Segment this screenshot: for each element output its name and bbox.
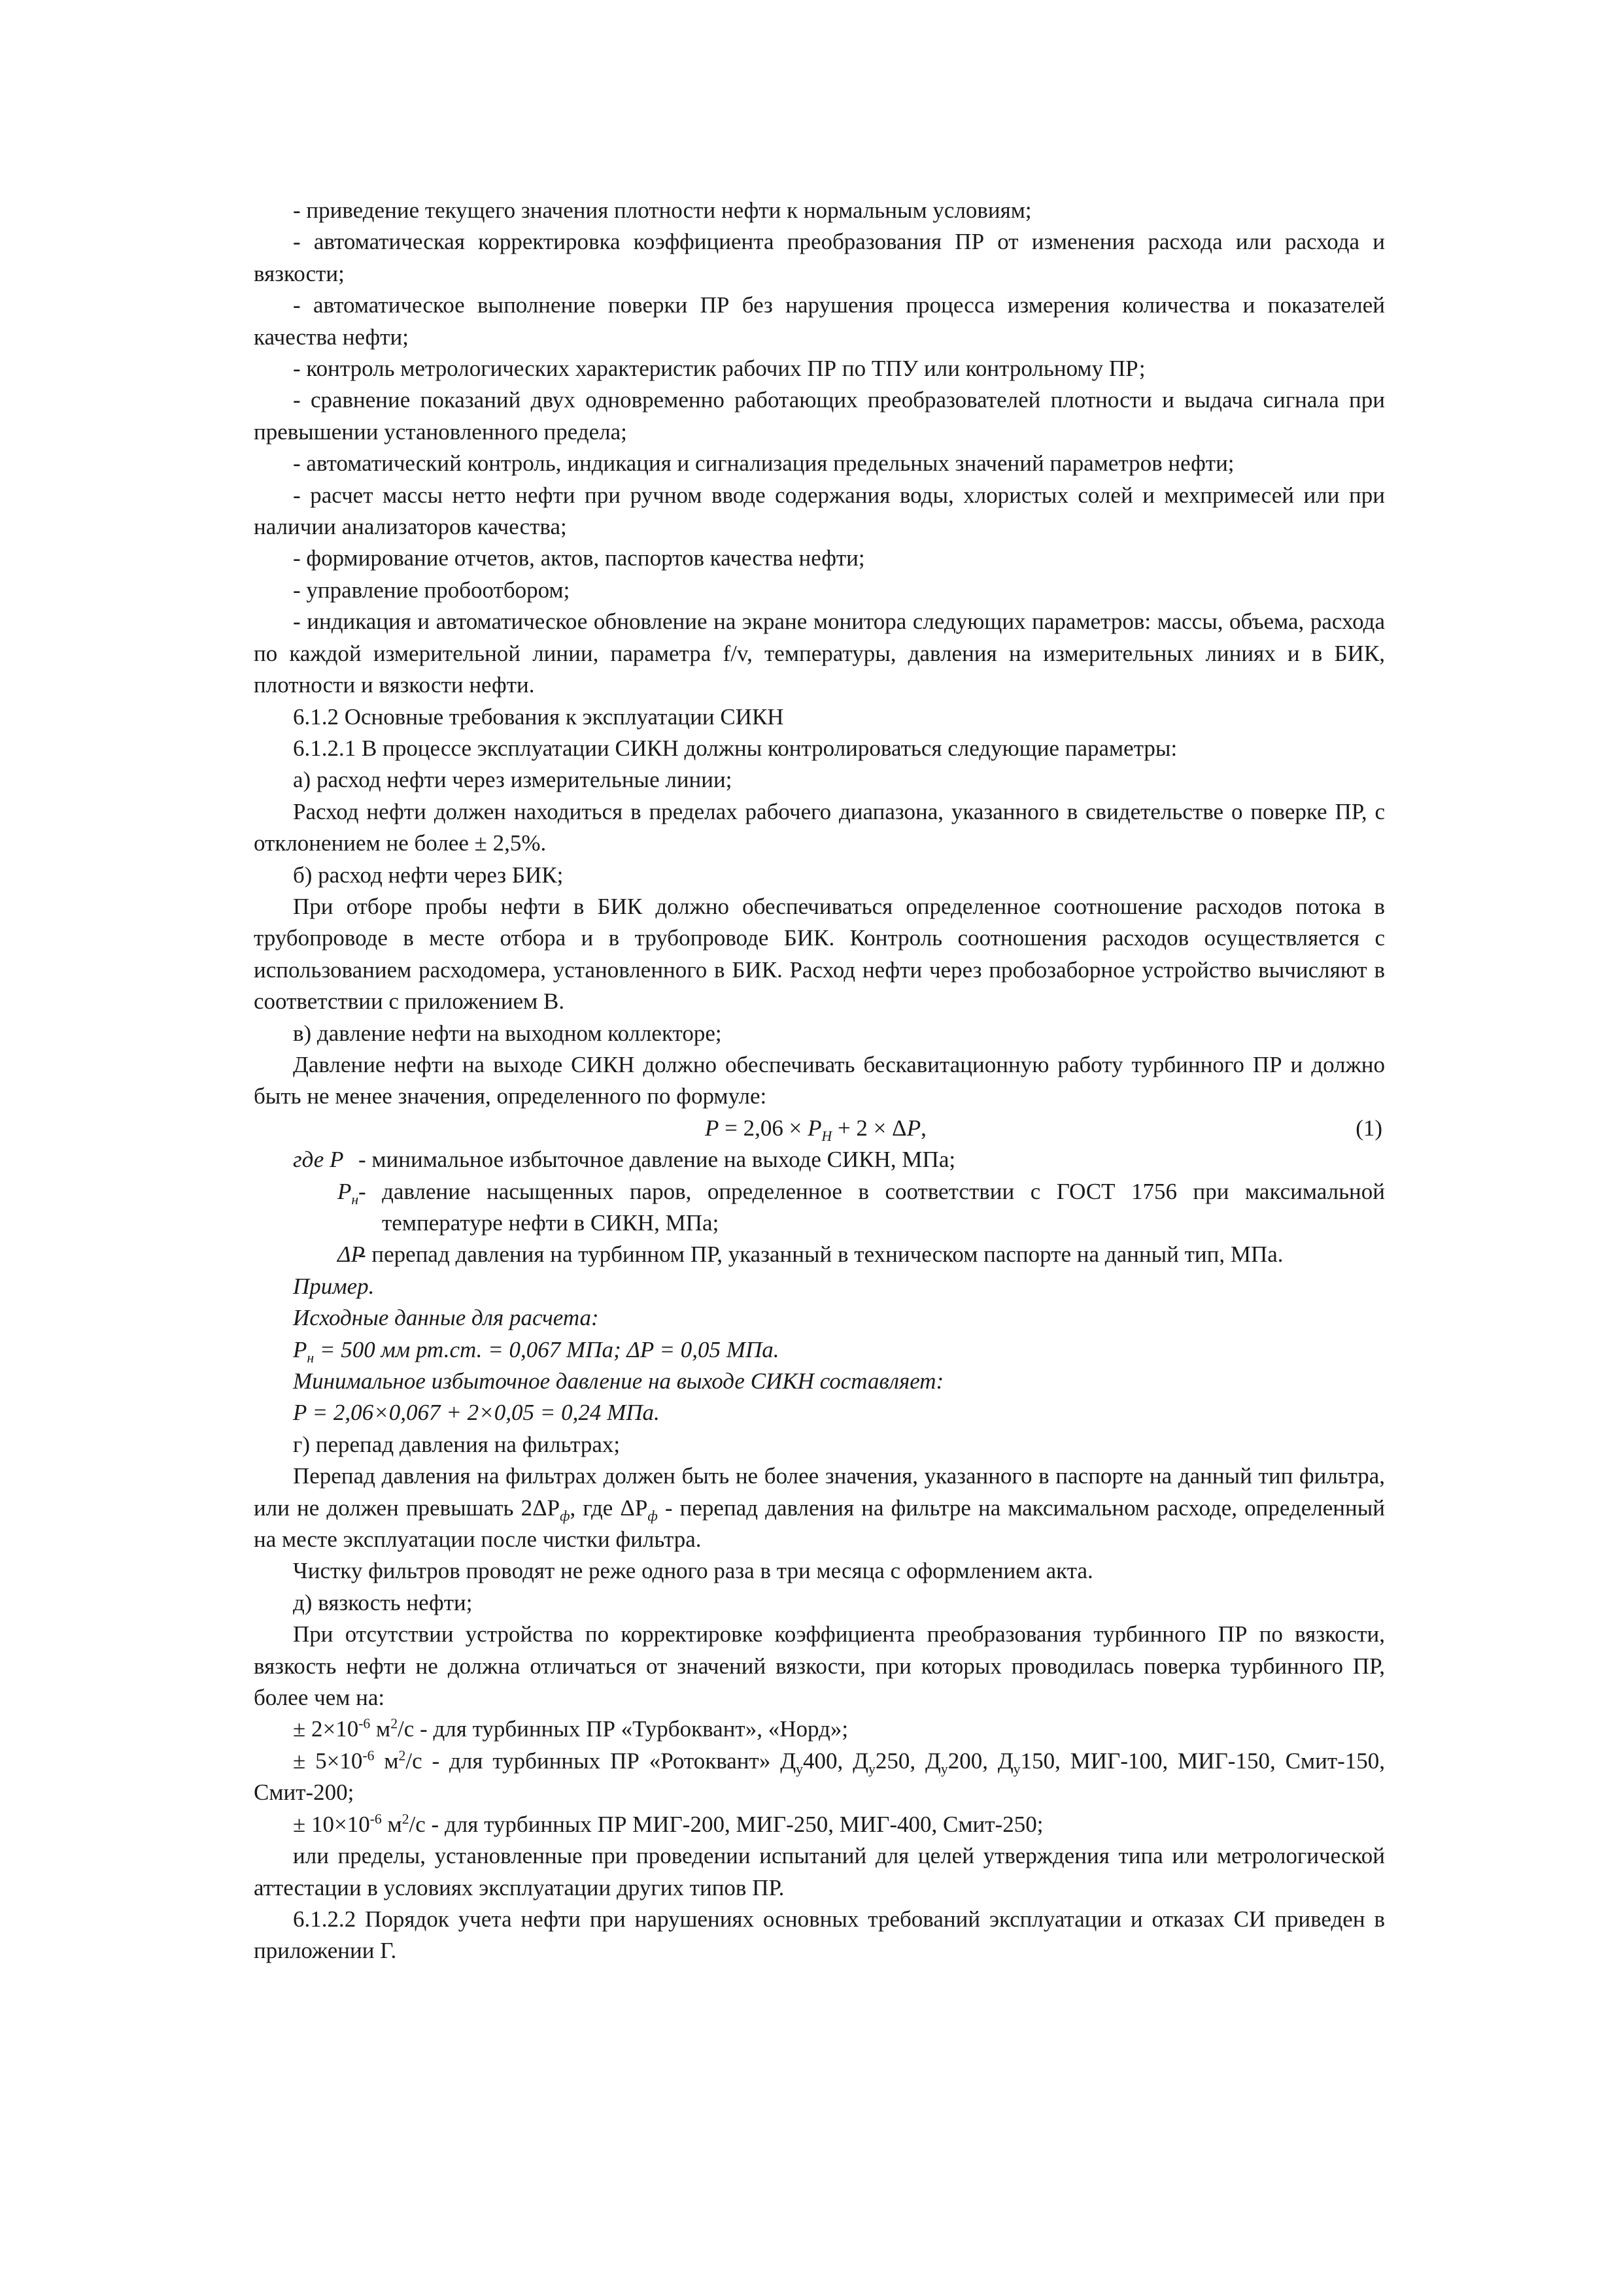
- list-item: - автоматическое выполнение поверки ПР без нарушения процесса измерения количества и показателей качества нефти;: [254, 292, 1385, 350]
- formula-expression: $P = 2,06 \times P_Н + 2 \times \Delta P$,: [705, 1115, 927, 1144]
- legend-text: - минимальное избыточное давление на выходе СИКН, МПа;: [358, 1147, 956, 1173]
- item-b-heading: б) расход нефти через БИК;: [293, 862, 564, 888]
- formula-legend: [254, 1144, 1385, 1271]
- legend-symbol: ΔP: [337, 1241, 365, 1268]
- item-a-text: Расход нефти должен находиться в пределах рабочего диапазона, указанного в свидетельстве о поверке ПР, с отклонением не более ± 2,5%.: [254, 798, 1385, 856]
- item-g-note: Чистку фильтров проводят не реже одного раза в три месяца с оформлением акта.: [293, 1558, 1093, 1584]
- example-title: Пример.: [293, 1273, 375, 1299]
- example-input-line: $P_н = 500$ мм рт.ст. = 0,067 МПа; ΔP = 0,05 МПа.: [293, 1336, 779, 1366]
- formula-number: (1): [1356, 1115, 1382, 1141]
- item-g-text: Перепад давления на фильтрах должен быть не более значения, указанного в паспорте на данный тип фильтра, или не должен превышать $2\Delta P_ф$, где $\Delta P_ф$ - перепад давления на фильтре на максимальном расходе, определенный на месте эксплуатации после чистки фильтра.: [254, 1463, 1386, 1553]
- legend-symbol: где P: [293, 1147, 344, 1173]
- list-item: - индикация и автоматическое обновление на экране монитора следующих параметров: массы, объема, расхода по каждой измерительной линии, параметра f/v, температуры, давления на измерительных линиях и в БИК, плотности и вязкости нефти.: [254, 609, 1385, 698]
- section-heading-6-1-2-1: 6.1.2.1 В процессе эксплуатации СИКН должны контролироваться следующие параметры:: [293, 735, 1178, 761]
- legend-text: - давление насыщенных паров, определенное в соответствии с ГОСТ 1756 при максимальной температуре нефти в СИКН, МПа;: [358, 1178, 1385, 1236]
- viscosity-alternative: или пределы, установленные при проведении испытаний для целей утверждения типа или метрологической аттестации в условиях эксплуатации других типов ПР.: [254, 1843, 1385, 1900]
- item-v-text: Давление нефти на выходе СИКН должно обеспечивать бескавитационную работу турбинного ПР и должно быть не менее значения, определенного по формуле:: [254, 1051, 1385, 1109]
- example-calculation: P = 2,06×0,067 + 2×0,05 = 0,24 МПа.: [293, 1400, 660, 1426]
- example-input-heading: Исходные данные для расчета:: [293, 1305, 599, 1331]
- section-heading-6-1-2: 6.1.2 Основные требования к эксплуатации СИКН: [293, 703, 784, 730]
- viscosity-limit-1: ± $2\times 10^{-6}$ $м^2/с$ - для турбинных ПР «Турбоквант», «Норд»;: [293, 1715, 849, 1742]
- example-result-heading: Минимальное избыточное давление на выходе СИКН составляет:: [293, 1368, 944, 1394]
- formula-1: [254, 1113, 1385, 1144]
- viscosity-limit-2: ± $5\times 10^{-6}$ $м^2/с$ - для турбинных ПР «Ротоквант» $Д_у400$, $Д_у250$, $Д_у200$, $Д_у150$, МИГ-100, МИГ-150, Смит-150, Смит-200;: [254, 1747, 1386, 1806]
- legend-symbol: $P_н$: [337, 1178, 359, 1207]
- list-item: - автоматический контроль, индикация и сигнализация предельных значений параметров нефти;: [293, 450, 1235, 477]
- item-d-text: При отсутствии устройства по корректировке коэффициента преобразования турбинного ПР по вязкости, вязкость нефти не должна отличаться от значений вязкости, при которых проводилась поверка турбинного ПР, более чем на:: [254, 1621, 1385, 1711]
- item-a-heading: а) расход нефти через измерительные линии;: [293, 767, 732, 793]
- viscosity-limit-3: ± $10\times 10^{-6}$ $м^2/с$ - для турбинных ПР МИГ-200, МИГ-250, МИГ-400, Смит-250;: [293, 1811, 1044, 1837]
- list-item: - контроль метрологических характеристик рабочих ПР по ТПУ или контрольному ПР;: [293, 356, 1146, 382]
- legend-text: - перепад давления на турбинном ПР, указанный в техническом паспорте на данный тип, МПа.: [358, 1241, 1284, 1268]
- list-item: - управление пробоотбором;: [293, 577, 570, 603]
- item-v-heading: в) давление нефти на выходном коллекторе;: [293, 1020, 722, 1046]
- section-heading-6-1-2-2: 6.1.2.2 Порядок учета нефти при нарушениях основных требований эксплуатации и отказах СИ приведен в приложении Г.: [254, 1906, 1385, 1964]
- list-item: - расчет массы нетто нефти при ручном вводе содержания воды, хлористых солей и мехпримесей или при наличии анализаторов качества;: [254, 482, 1385, 540]
- list-item: - формирование отчетов, актов, паспортов качества нефти;: [293, 545, 865, 571]
- item-g-heading: г) перепад давления на фильтрах;: [293, 1431, 621, 1457]
- list-item: - сравнение показаний двух одновременно работающих преобразователей плотности и выдача сигнала при превышении установленного предела;: [254, 387, 1385, 445]
- list-item: - приведение текущего значения плотности нефти к нормальным условиям;: [293, 197, 1032, 223]
- item-d-heading: д) вязкость нефти;: [293, 1589, 473, 1615]
- list-item: - автоматическая корректировка коэффициента преобразования ПР от изменения расхода или расхода и вязкости;: [254, 229, 1385, 286]
- page-body: [254, 195, 1385, 1967]
- item-b-text: При отборе пробы нефти в БИК должно обеспечиваться определенное соотношение расходов потока в трубопроводе в месте отбора и в трубопроводе БИК. Контроль соотношения расходов осуществляется с использованием расходомера, установленного в БИК. Расход нефти через пробозаборное устройство вычисляют в соответствии с приложением В.: [254, 893, 1385, 1015]
